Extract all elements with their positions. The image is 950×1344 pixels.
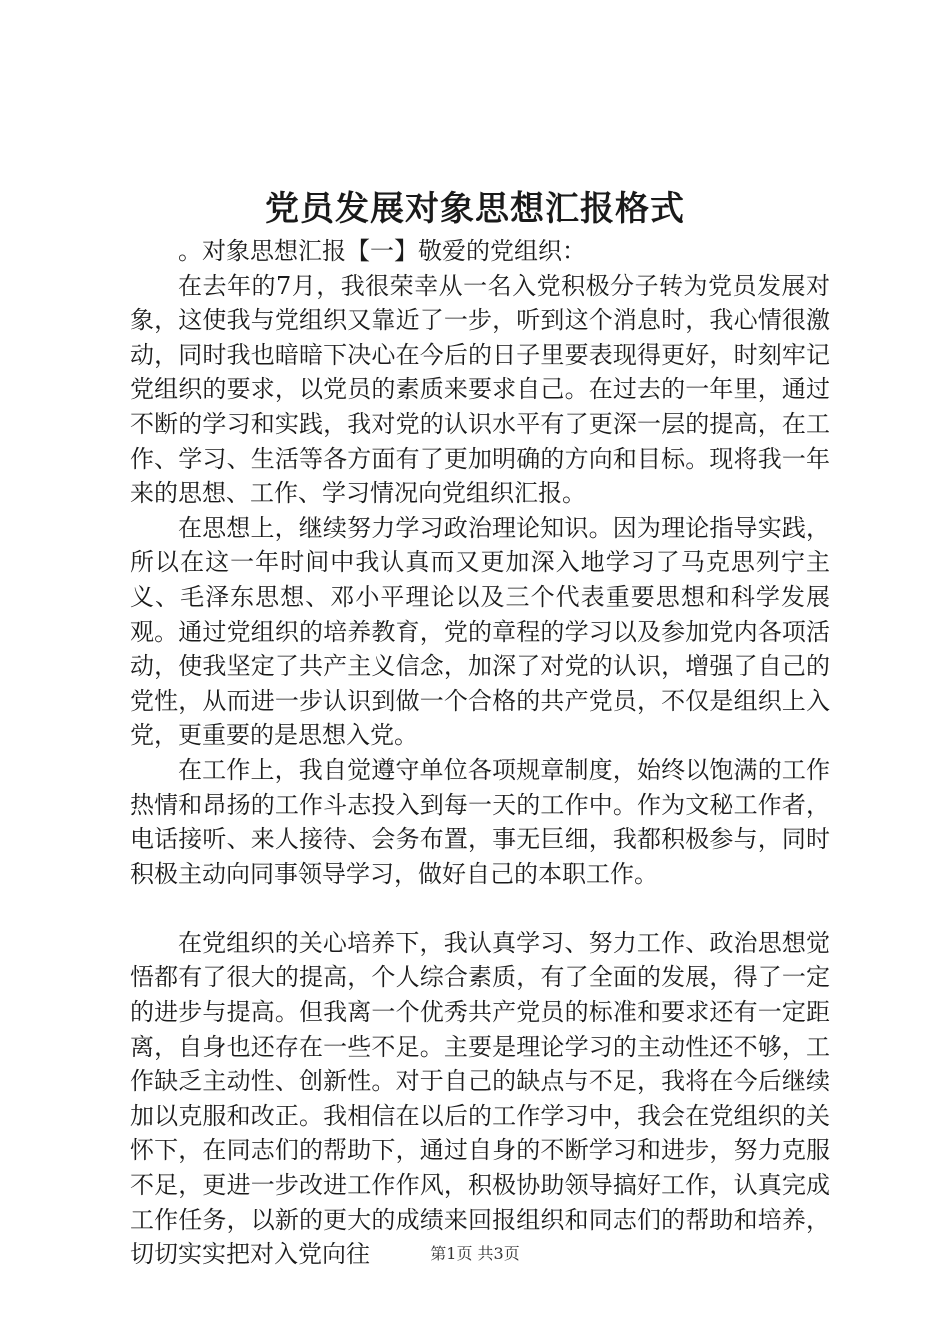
paragraph: 。对象思想汇报【一】敬爱的党组织： <box>178 237 586 265</box>
document-body <box>130 234 830 1272</box>
paragraph: 在去年的7月，我很荣幸从一名入党积极分子转为党员发展对象，这使我与党组织又靠近了一步，听到这个消息时，我心情很激动，同时我也暗暗下决心在今后的日子里要表现得更好，时刻牢记党组织的要求，以党员的素质来要求自己。在过去的一年里，通过不断的学习和实践，我对党的认识水平有了更深一层的提高，在工作、学习、生活等各方面有了更加明确的方向和目标。现将我一年来的思想、工作、学习情况向党组织汇报。 <box>130 271 830 508</box>
paragraph: 在党组织的关心培养下，我认真学习、努力工作、政治思想觉悟都有了很大的提高，个人综合素质，有了全面的发展，得了一定的进步与提高。但我离一个优秀共产党员的标准和要求还有一定距离，自身也还存在一些不足。主要是理论学习的主动性还不够，工作缺乏主动性、创新性。对于自己的缺点与不足，我将在今后继续加以克服和改正。我相信在以后的工作学习中，我会在党组织的关怀下，在同志们的帮助下，通过自身的不断学习和进步，努力克服不足，更进一步改进工作作风，积极协助领导搞好工作，认真完成工作任务，以新的更大的成绩来回报组织和同志们的帮助和培养，切切实实把对入党向往 <box>130 928 830 1269</box>
paragraph: 在思想上，继续努力学习政治理论知识。因为理论指导实践，所以在这一年时间中我认真而又更加深入地学习了马克思列宁主义、毛泽东思想、邓小平理论以及三个代表重要思想和科学发展观。通过党组织的培养教育，党的章程的学习以及参加党内各项活动，使我坚定了共产主义信念，加深了对党的认识，增强了自己的党性，从而进一步认识到做一个合格的共产党员，不仅是组织上入党，更重要的是思想入党。 <box>130 513 830 750</box>
paragraph: 在工作上，我自觉遵守单位各项规章制度，始终以饱满的工作热情和昂扬的工作斗志投入到每一天的工作中。作为文秘工作者，电话接听、来人接待、会务布置，事无巨细，我都积极参与，同时积极主动向同事领导学习，做好自己的本职工作。 <box>130 755 830 888</box>
page-footer: 第1页 共3页 <box>430 1244 520 1263</box>
document-title: 党员发展对象思想汇报格式 <box>265 189 685 229</box>
